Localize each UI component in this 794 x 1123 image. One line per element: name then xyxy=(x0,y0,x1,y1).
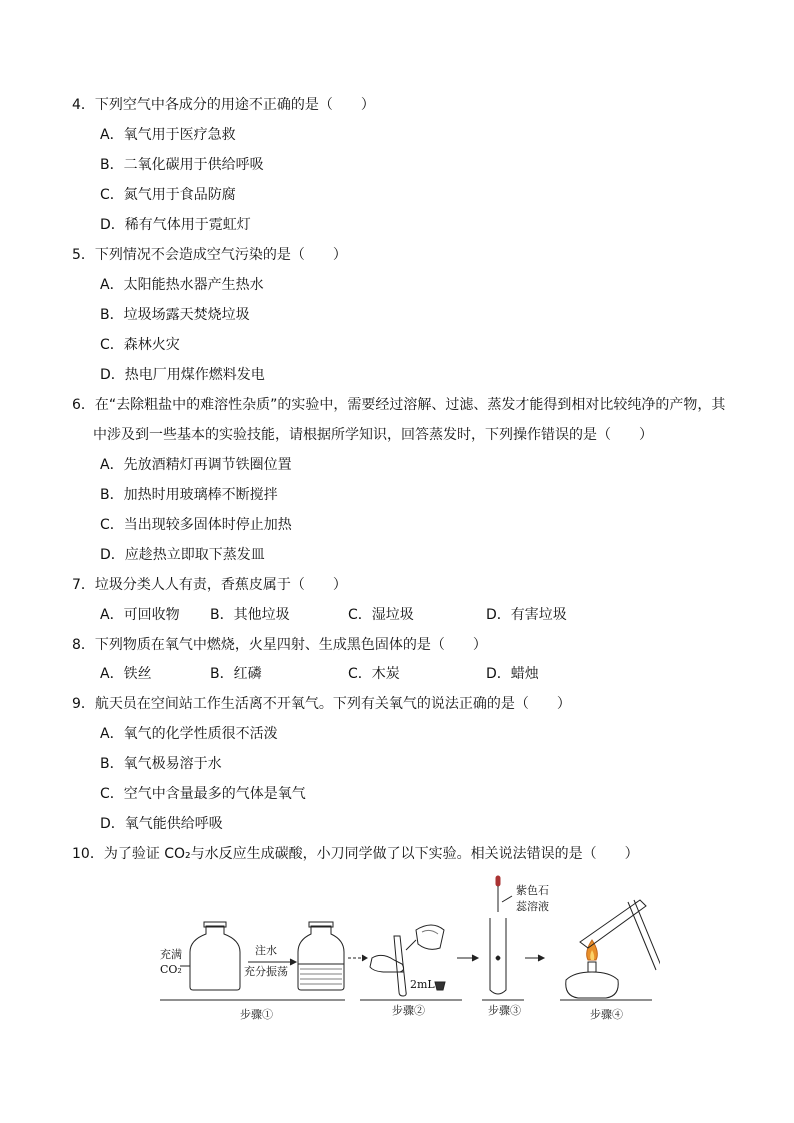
step-4-caption: 步骤④ xyxy=(590,1008,623,1021)
question-5-option-d: D．热电厂用煤作燃料发电 xyxy=(100,367,265,383)
question-8-option-c: C．木炭 xyxy=(348,666,400,682)
question-6-option-b: B．加热时用玻璃棒不断搅拌 xyxy=(100,487,278,503)
question-7-option-d: D．有害垃圾 xyxy=(486,607,567,623)
question-9-stem: 9．航天员在空间站工作生活离不开氧气。下列有关氧气的说法正确的是（ ） xyxy=(72,696,571,712)
question-9-option-d: D．氧气能供给呼吸 xyxy=(100,816,223,832)
gas-bottle-icon xyxy=(190,922,240,990)
question-9-option-c: C．空气中含量最多的气体是氧气 xyxy=(100,786,306,802)
question-9-option-b: B．氧气极易溶于水 xyxy=(100,756,222,772)
test-tube-icon xyxy=(490,918,506,994)
question-5-option-a: A．太阳能热水器产生热水 xyxy=(100,277,264,293)
question-4-option-c: C．氮气用于食品防腐 xyxy=(100,187,236,203)
question-7-stem: 7．垃圾分类人人有责，香蕉皮属于（ ） xyxy=(72,577,347,593)
fill-label-line-1: 充满 xyxy=(160,948,182,961)
question-8-options xyxy=(0,664,794,684)
reagent-label-line-2: 蕊溶液 xyxy=(516,900,549,913)
question-6-option-d: D．应趁热立即取下蒸发皿 xyxy=(100,547,265,563)
experiment-figure xyxy=(160,872,660,1032)
fill-label-line-2: CO₂ xyxy=(160,963,182,976)
step-1-caption: 步骤① xyxy=(240,1008,273,1021)
bottle-with-water-icon xyxy=(298,922,344,990)
question-5-stem: 5．下列情况不会造成空气污染的是（ ） xyxy=(72,247,347,263)
question-6-option-a: A．先放酒精灯再调节铁圈位置 xyxy=(100,457,292,473)
question-9-option-a: A．氧气的化学性质很不活泼 xyxy=(100,726,278,742)
reagent-label-line-1: 紫色石 xyxy=(516,884,549,897)
dropper-icon xyxy=(496,876,500,912)
question-8-option-d: D．蜡烛 xyxy=(486,666,539,682)
question-8-option-b: B．红磷 xyxy=(210,666,262,682)
question-6-option-c: C．当出现较多固体时停止加热 xyxy=(100,517,292,533)
question-8-stem: 8．下列物质在氧气中燃烧，火星四射、生成黑色固体的是（ ） xyxy=(72,637,487,653)
question-5-option-b: B．垃圾场露天焚烧垃圾 xyxy=(100,307,250,323)
step-2-caption: 步骤② xyxy=(392,1004,425,1017)
question-7-option-a: A．可回收物 xyxy=(100,607,180,623)
volume-label: 2mL xyxy=(410,978,435,991)
question-8-option-a: A．铁丝 xyxy=(100,666,152,682)
arrow-label-line-1: 注水 xyxy=(255,944,277,957)
arrow-label-line-2: 充分振荡 xyxy=(244,965,288,978)
question-10-stem: 10．为了验证 CO₂与水反应生成碳酸，小刀同学做了以下实验。相关说法错误的是（ ） xyxy=(72,846,639,862)
question-6-stem: 6．在“去除粗盐中的难溶性杂质”的实验中，需要经过溶解、过滤、蒸发才能得到相对比较纯净的产物，其 xyxy=(72,397,726,413)
question-5-option-c: C．森林火灾 xyxy=(100,337,180,353)
question-4-stem: 4．下列空气中各成分的用途不正确的是（ ） xyxy=(72,97,375,113)
question-7-option-b: B．其他垃圾 xyxy=(210,607,290,623)
question-7-options xyxy=(0,605,794,625)
alcohol-lamp-icon xyxy=(566,940,619,998)
question-6-stem-continued: 中涉及到一些基本的实验技能，请根据所学知识，回答蒸发时，下列操作错误的是（ ） xyxy=(93,427,653,443)
question-7-option-c: C．湿垃圾 xyxy=(348,607,414,623)
question-4-option-d: D．稀有气体用于霓虹灯 xyxy=(100,217,251,233)
question-4-option-a: A．氧气用于医疗急救 xyxy=(100,127,236,143)
question-4-option-b: B．二氧化碳用于供给呼吸 xyxy=(100,157,264,173)
step-3-caption: 步骤③ xyxy=(488,1004,521,1017)
